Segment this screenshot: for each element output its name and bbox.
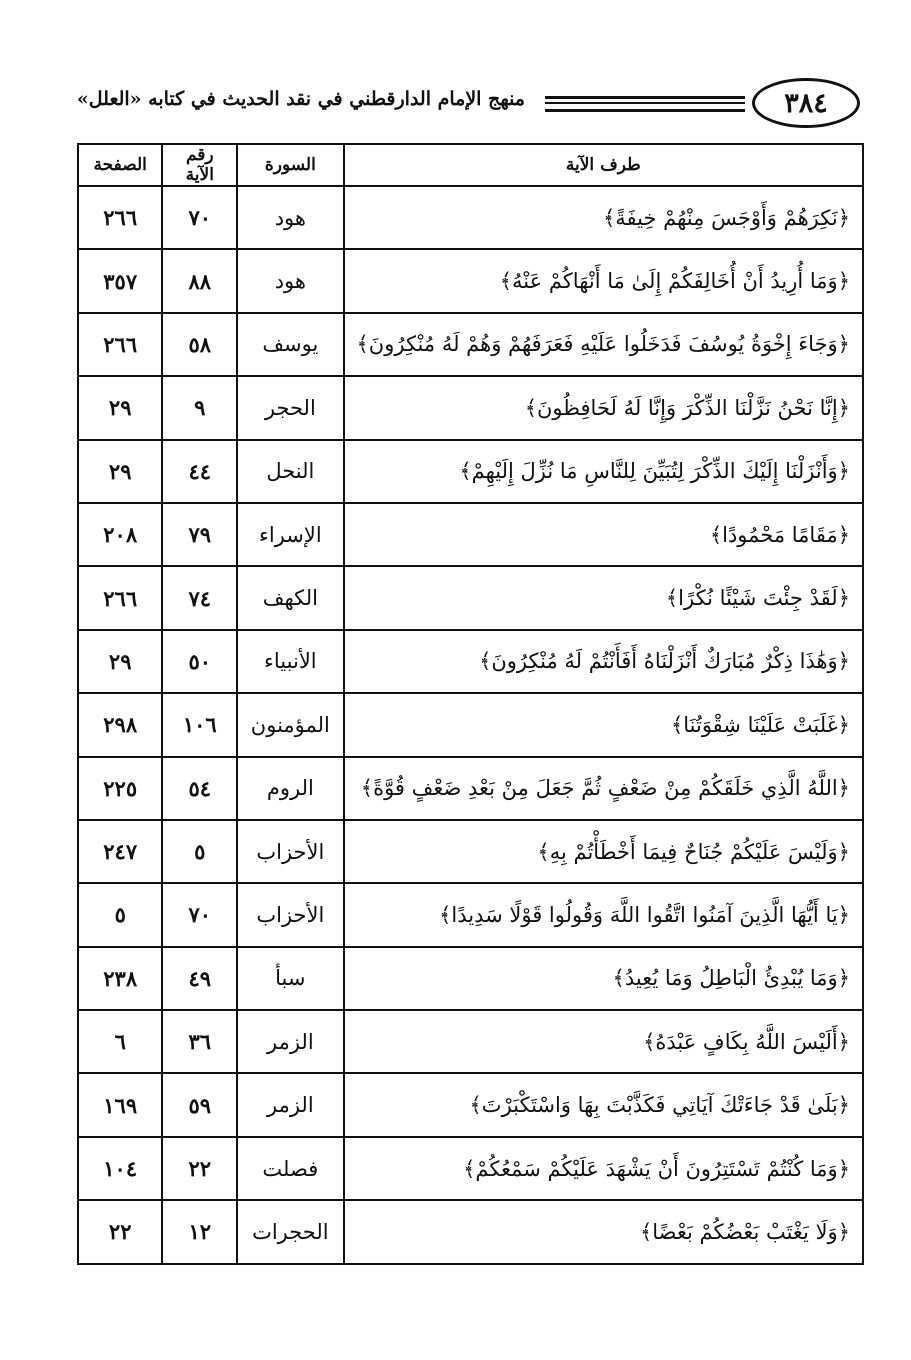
ayah-number-cell: ٥٤ [162,757,237,820]
table-row [78,947,863,1010]
surah-cell: الأحزاب [237,820,343,883]
header-rule [545,96,745,112]
surah-cell: الروم [237,757,343,820]
table-row [78,249,863,312]
verse-cell: ﴿وَهَٰذَا ذِكْرٌ مُبَارَكٌ أَنْزَلْنَاهُ أَفَأَنْتُمْ لَهُ مُنْكِرُونَ﴾ [344,630,864,693]
verse-index-table [77,143,864,1265]
ayah-number-cell: ٩ [162,376,237,439]
page-cell: ٢٢٥ [78,757,162,820]
verse-cell: ﴿وَلَا يَغْتَبْ بَعْضُكُمْ بَعْضًا﴾ [344,1200,864,1263]
surah-cell: الأحزاب [237,883,343,946]
table-row [78,566,863,629]
verse-cell: ﴿وَمَا كُنْتُمْ تَسْتَتِرُونَ أَنْ يَشْهَدَ عَلَيْكُمْ سَمْعُكُمْ﴾ [344,1137,864,1200]
surah-cell: الزمر [237,1073,343,1136]
page-cell: ٣٥٧ [78,249,162,312]
verse-cell: ﴿وَمَا أُرِيدُ أَنْ أُخَالِفَكُمْ إِلَىٰ مَا أَنْهَاكُمْ عَنْهُ﴾ [344,249,864,312]
page-cell: ٥ [78,883,162,946]
surah-cell: المؤمنون [237,693,343,756]
verse-cell: ﴿غَلَبَتْ عَلَيْنَا شِقْوَتُنَا﴾ [344,693,864,756]
page-cell: ٢٩ [78,376,162,439]
verse-cell: ﴿وَجَاءَ إِخْوَةُ يُوسُفَ فَدَخَلُوا عَلَيْهِ فَعَرَفَهُمْ وَهُمْ لَهُ مُنْكِرُونَ﴾ [344,313,864,376]
surah-cell: الزمر [237,1010,343,1073]
ayah-number-cell: ٥٩ [162,1073,237,1136]
verse-cell: ﴿مَقَامًا مَحْمُودًا﴾ [344,503,864,566]
page-cell: ١٦٩ [78,1073,162,1136]
page-cell: ٢٣٨ [78,947,162,1010]
verse-cell: ﴿لَقَدْ جِئْتَ شَيْئًا نُكْرًا﴾ [344,566,864,629]
verse-cell: ﴿أَلَيْسَ اللَّهُ بِكَافٍ عَبْدَهُ﴾ [344,1010,864,1073]
table-row [78,883,863,946]
page-cell: ٢٠٨ [78,503,162,566]
page-cell: ٢٢ [78,1200,162,1263]
table-row [78,1010,863,1073]
ayah-number-cell: ٧٩ [162,503,237,566]
table-row [78,503,863,566]
column-header-verse: طرف الآية [344,144,864,186]
surah-cell: الحجرات [237,1200,343,1263]
ayah-number-cell: ٧٠ [162,883,237,946]
page-header [60,72,860,138]
surah-cell: يوسف [237,313,343,376]
table-row [78,693,863,756]
verse-cell: ﴿وَأَنْزَلْنَا إِلَيْكَ الذِّكْرَ لِتُبَيِّنَ لِلنَّاسِ مَا نُزِّلَ إِلَيْهِمْ﴾ [344,440,864,503]
surah-cell: هود [237,249,343,312]
ayah-number-cell: ٧٤ [162,566,237,629]
surah-cell: الكهف [237,566,343,629]
ayah-number-cell: ٥٠ [162,630,237,693]
surah-cell: الإسراء [237,503,343,566]
running-title: منهج الإمام الدارقطني في نقد الحديث في كتابه «العلل» [76,88,525,110]
table-row [78,757,863,820]
table-header-row [78,144,863,186]
ayah-number-cell: ٥٨ [162,313,237,376]
table-row [78,1137,863,1200]
ayah-number-cell: ٧٠ [162,186,237,249]
column-header-page: الصفحة [78,144,162,186]
verse-cell: ﴿وَلَيْسَ عَلَيْكُمْ جُنَاحٌ فِيمَا أَخْطَأْتُمْ بِهِ﴾ [344,820,864,883]
table-row [78,820,863,883]
ayah-number-cell: ٤٤ [162,440,237,503]
ayah-number-cell: ٢٢ [162,1137,237,1200]
table-row [78,630,863,693]
page-cell: ٢٤٧ [78,820,162,883]
verse-cell: ﴿اللَّهُ الَّذِي خَلَقَكُمْ مِنْ ضَعْفٍ ثُمَّ جَعَلَ مِنْ بَعْدِ ضَعْفٍ قُوَّةً﴾ [344,757,864,820]
column-header-surah: السورة [237,144,343,186]
ayah-number-cell: ١٠٦ [162,693,237,756]
ayah-number-cell: ٣٦ [162,1010,237,1073]
ayah-number-cell: ٥ [162,820,237,883]
page-cell: ٦ [78,1010,162,1073]
ayah-number-cell: ١٢ [162,1200,237,1263]
surah-cell: سبأ [237,947,343,1010]
table-row [78,313,863,376]
surah-cell: هود [237,186,343,249]
table-row [78,1200,863,1263]
verse-cell: ﴿يَا أَيُّهَا الَّذِينَ آمَنُوا اتَّقُوا اللَّهَ وَقُولُوا قَوْلًا سَدِيدًا﴾ [344,883,864,946]
verse-cell: ﴿وَمَا يُبْدِئُ الْبَاطِلُ وَمَا يُعِيدُ﴾ [344,947,864,1010]
table-row [78,440,863,503]
page-cell: ٢٩ [78,630,162,693]
table-row [78,376,863,439]
page-cell: ٢٩٨ [78,693,162,756]
page-cell: ٢٦٦ [78,313,162,376]
surah-cell: فصلت [237,1137,343,1200]
table-body [78,186,863,1264]
surah-cell: النحل [237,440,343,503]
ayah-number-cell: ٨٨ [162,249,237,312]
table-row [78,1073,863,1136]
surah-cell: الأنبياء [237,630,343,693]
verse-cell: ﴿بَلَىٰ قَدْ جَاءَتْكَ آيَاتِي فَكَذَّبْتَ بِهَا وَاسْتَكْبَرْتَ﴾ [344,1073,864,1136]
verse-cell: ﴿إِنَّا نَحْنُ نَزَّلْنَا الذِّكْرَ وَإِنَّا لَهُ لَحَافِظُونَ﴾ [344,376,864,439]
page-cell: ٢٦٦ [78,566,162,629]
ayah-number-cell: ٤٩ [162,947,237,1010]
verse-cell: ﴿نَكِرَهُمْ وَأَوْجَسَ مِنْهُمْ خِيفَةً﴾ [344,186,864,249]
table-row [78,186,863,249]
surah-cell: الحجر [237,376,343,439]
page-cell: ٢٩ [78,440,162,503]
page-cell: ١٠٤ [78,1137,162,1200]
page-number: ٣٨٤ [752,78,860,128]
column-header-ayah-number: رقم الآية [162,144,237,186]
page-cell: ٢٦٦ [78,186,162,249]
